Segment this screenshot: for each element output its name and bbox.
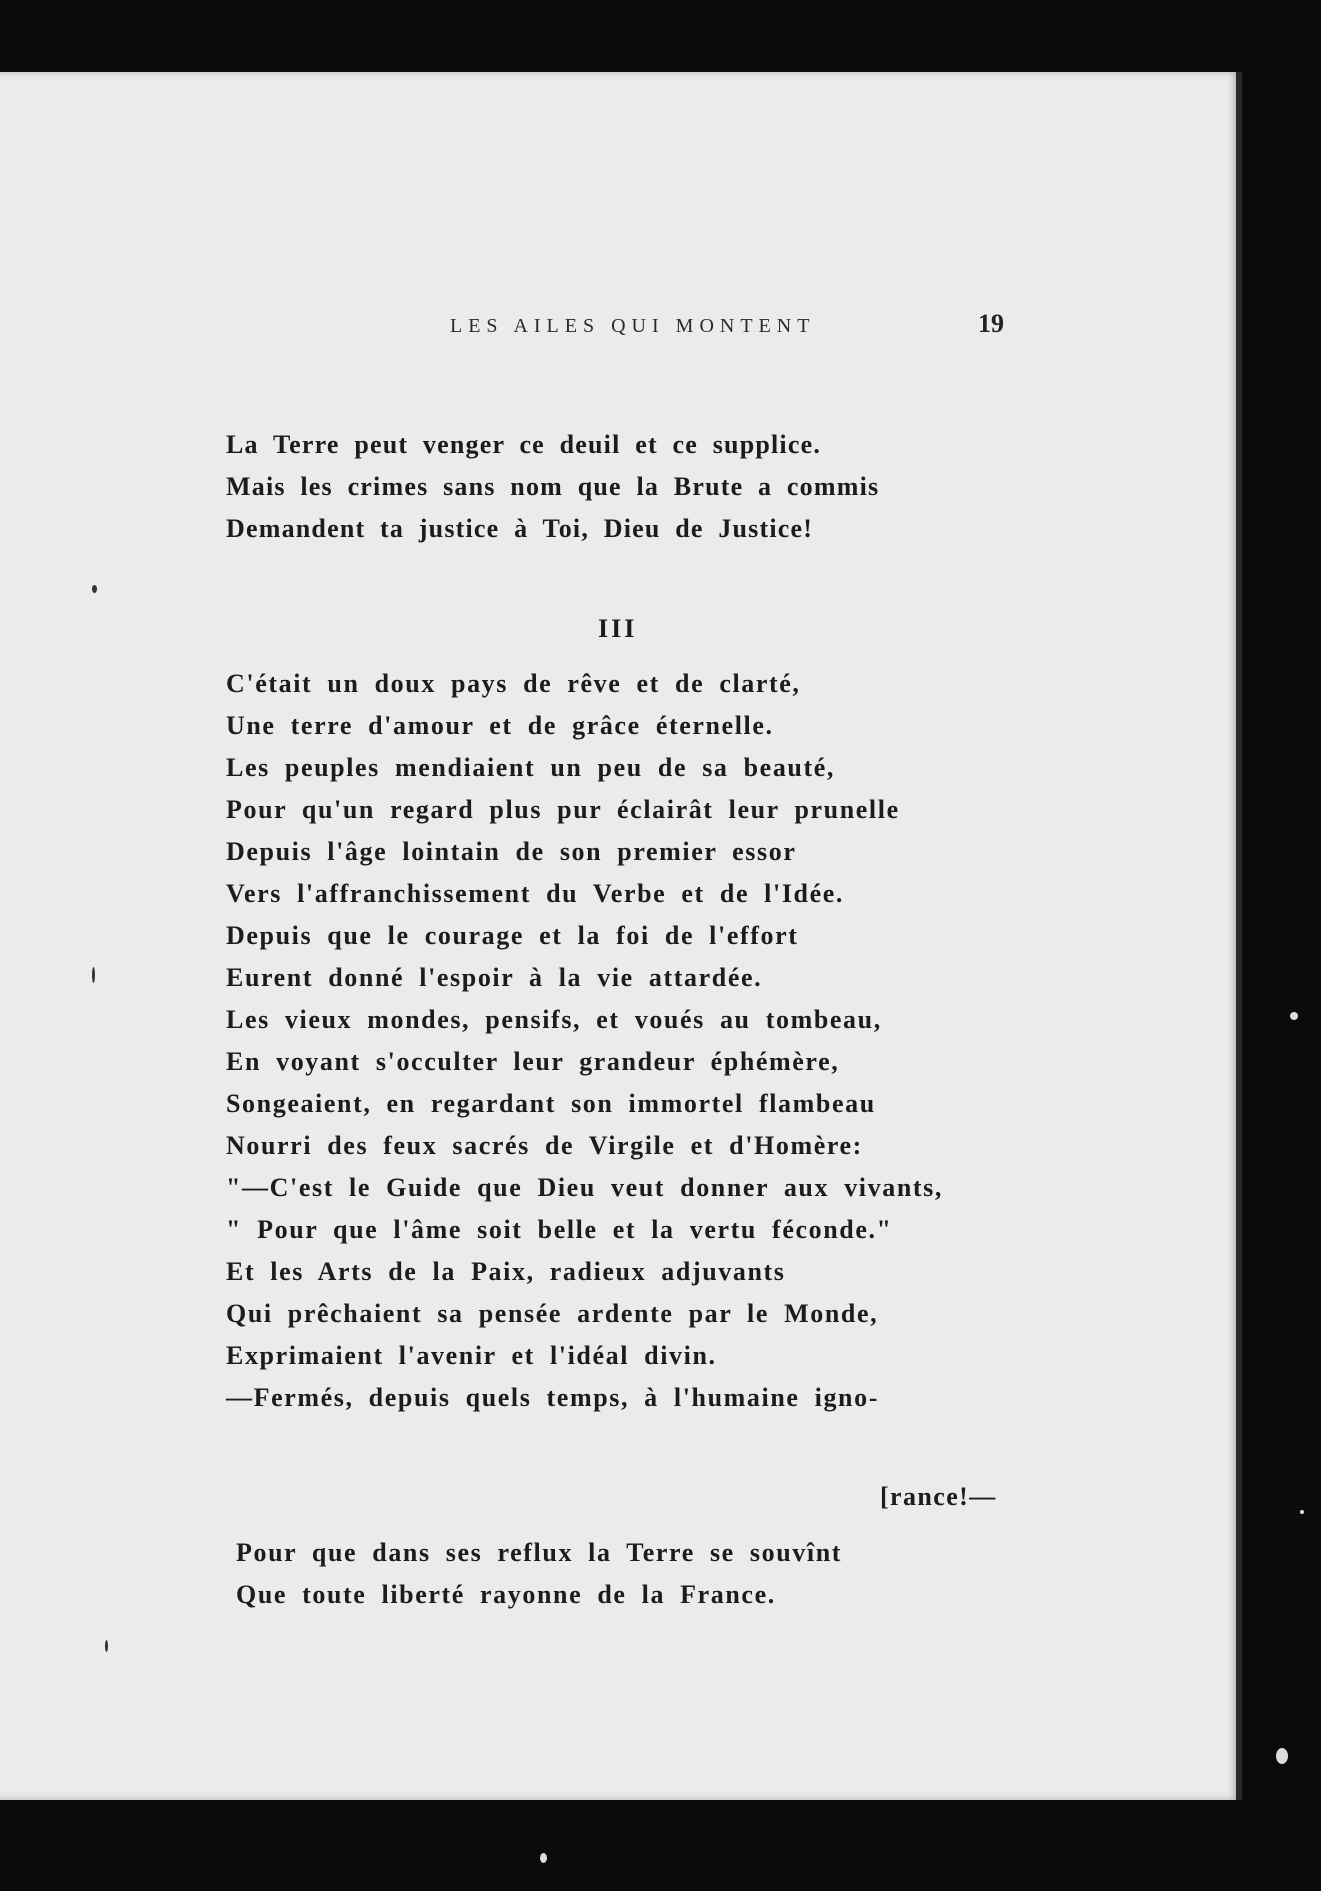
verse-line: Eurent donné l'espoir à la vie attardée. <box>226 963 763 992</box>
verse-line: Mais les crimes sans nom que la Brute a commis <box>226 472 880 501</box>
verse-line: Les vieux mondes, pensifs, et voués au tombeau, <box>226 1005 882 1034</box>
section-heading: III <box>598 614 638 643</box>
verse-line: Les peuples mendiaient un peu de sa beauté, <box>226 753 835 782</box>
page-number: 19 <box>978 309 1004 338</box>
verse-line: " Pour que l'âme soit belle et la vertu féconde." <box>226 1215 893 1244</box>
verse-line: Que toute liberté rayonne de la France. <box>236 1580 776 1609</box>
scan-speck <box>1300 1510 1304 1514</box>
verse-line: Pour que dans ses reflux la Terre se souvînt <box>236 1538 843 1567</box>
verse-line: En voyant s'occulter leur grandeur éphémère, <box>226 1047 840 1076</box>
verse-line: Pour qu'un regard plus pur éclairât leur prunelle <box>226 795 900 824</box>
verse-line: C'était un doux pays de rêve et de clarté, <box>226 669 801 698</box>
scan-speck <box>540 1853 547 1863</box>
scan-speck <box>1276 1748 1288 1764</box>
verse-line: Une terre d'amour et de grâce éternelle. <box>226 711 774 740</box>
verse-line: La Terre peut venger ce deuil et ce supplice. <box>226 430 822 459</box>
scan-speck <box>92 967 95 983</box>
verse-line: Vers l'affranchissement du Verbe et de l'Idée. <box>226 879 844 908</box>
verse-line: Demandent ta justice à Toi, Dieu de Justice! <box>226 514 814 543</box>
verse-line: Et les Arts de la Paix, radieux adjuvants <box>226 1257 786 1286</box>
scan-speck <box>105 1640 108 1652</box>
stanza-3 <box>236 1532 842 1616</box>
hyphen-continuation: [rance!— <box>880 1482 997 1511</box>
verse-line: Nourri des feux sacrés de Virgile et d'Homère: <box>226 1131 863 1160</box>
verse-line: Depuis l'âge lointain de son premier essor <box>226 837 797 866</box>
scan-speck <box>1290 1012 1298 1020</box>
verse-line: Depuis que le courage et la foi de l'effort <box>226 921 799 950</box>
verse-line: Exprimaient l'avenir et l'idéal divin. <box>226 1341 717 1370</box>
verse-line: Qui prêchaient sa pensée ardente par le Monde, <box>226 1299 879 1328</box>
scan-speck <box>92 585 97 593</box>
verse-line: —Fermés, depuis quels temps, à l'humaine igno- <box>226 1383 879 1412</box>
running-head: LES AILES QUI MONTENT <box>450 315 816 337</box>
stanza-2 <box>226 663 943 1419</box>
page-edge-shadow <box>1236 72 1242 1800</box>
verse-line: Songeaient, en regardant son immortel flambeau <box>226 1089 876 1118</box>
verse-line: "—C'est le Guide que Dieu veut donner aux vivants, <box>226 1173 943 1202</box>
stanza-1 <box>226 424 879 550</box>
